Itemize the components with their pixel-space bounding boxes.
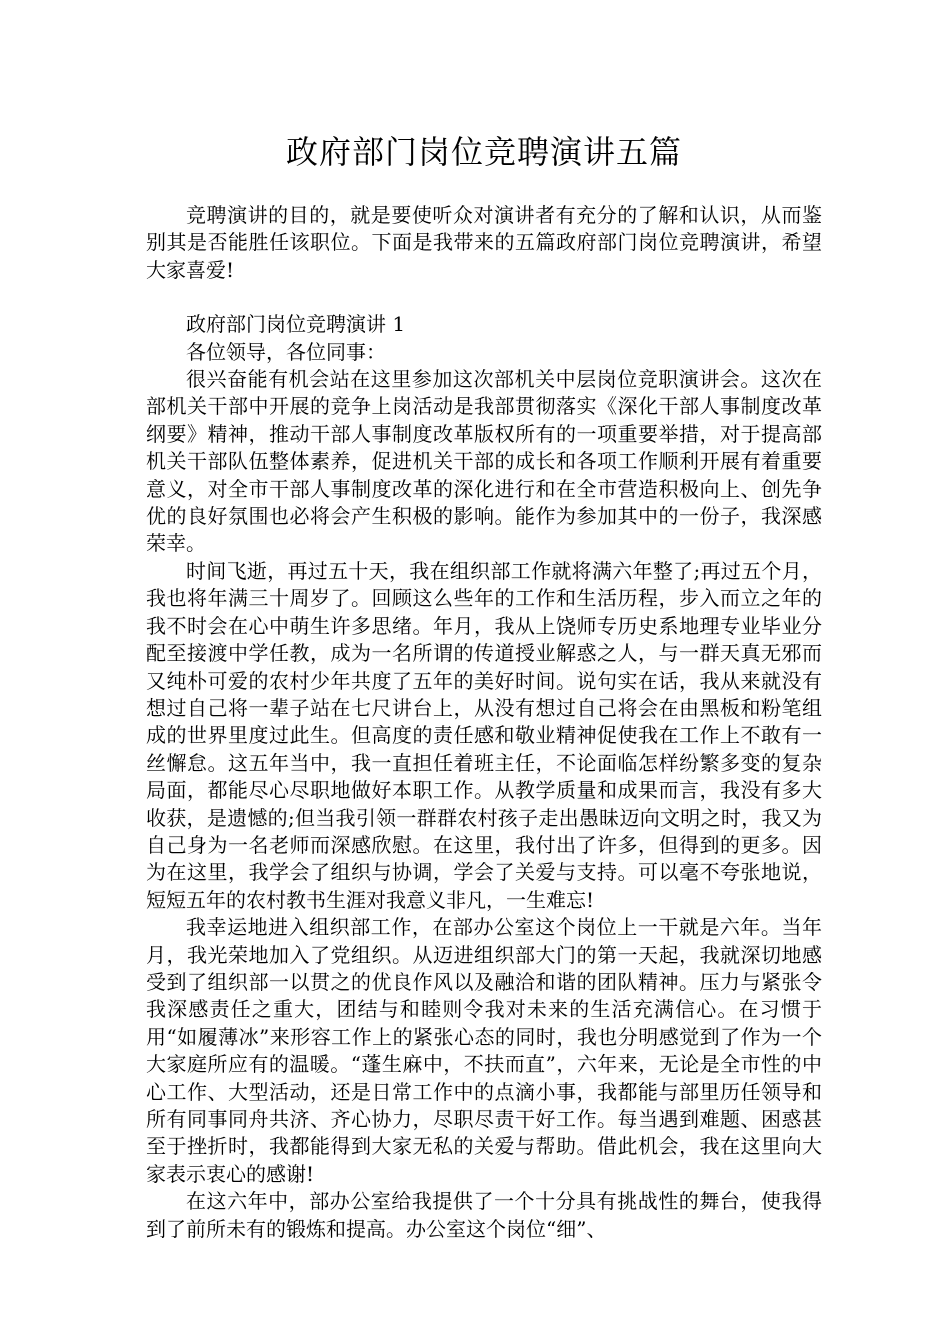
section-spacer xyxy=(146,284,822,311)
document-title: 政府部门岗位竞聘演讲五篇 xyxy=(285,133,682,171)
body-paragraph-3: 我幸运地进入组织部工作，在部办公室这个岗位上一干就是六年。当年月，我光荣地加入了党组织。从迈进组织部大门的第一天起，我就深切地感受到了组织部一以贯之的优良作风以及融洽和谐的团队精神。压力与紧张令我深感责任之重大，团结与和睦则令我对未来的生活充满信心。在习惯于用“如履薄冰”来形容工作上的紧张心态的同时，我也分明感觉到了作为一个大家庭所应有的温暖。“蓬生麻中，不扶而直”，六年来，无论是全市性的中心工作、大型活动，还是日常工作中的点滴小事，我都能与部里历任领导和所有同事同舟共济、齐心协力，尽职尽责干好工作。每当遇到难题、困惑甚至于挫折时，我都能得到大家无私的关爱与帮助。借此机会，我在这里向大家表示衷心的感谢! xyxy=(146,915,822,1186)
body-paragraph-1: 很兴奋能有机会站在这里参加这次部机关中层岗位竞职演讲会。这次在部机关干部中开展的竞争上岗活动是我部贯彻落实《深化干部人事制度改革纲要》精神，推动干部人事制度改革版权所有的一项重要举措，对于提高部机关干部队伍整体素养，促进机关干部的成长和各项工作顺利开展有着重要意义，对全市干部人事制度改革的深化进行和在全市营造积极向上、创先争优的良好氛围也必将会产生积极的影响。能作为参加其中的一份子，我深感荣幸。 xyxy=(146,367,822,556)
salutation: 各位领导，各位同事： xyxy=(186,339,386,364)
section-heading: 政府部门岗位竞聘演讲 1 xyxy=(186,312,406,337)
intro-paragraph: 竞聘演讲的目的，就是要使听众对演讲者有充分的了解和认识，从而鉴别其是否能胜任该职位。下面是我带来的五篇政府部门岗位竞聘演讲，希望大家喜爱! xyxy=(146,203,822,282)
document-page xyxy=(146,0,822,1243)
body-paragraph-4: 在这六年中，部办公室给我提供了一个十分具有挑战性的舞台，使我得到了前所未有的锻炼和提高。办公室这个岗位“细”、 xyxy=(146,1189,822,1241)
body-paragraph-2: 时间飞逝，再过五十天，我在组织部工作就将满六年整了;再过五个月，我也将年满三十周岁了。回顾这么些年的工作和生活历程，步入而立之年的我不时会在心中萌生许多思绪。年月，我从上饶师专历史系地理专业毕业分配至接渡中学任教，成为一名所谓的传道授业解惑之人，与一群天真无邪而又纯朴可爱的农村少年共度了五年的美好时间。说句实在话，我从来就没有想过自己将一辈子站在七尺讲台上，从没有想过自己将会在由黑板和粉笔组成的世界里度过此生。但高度的责任感和敬业精神促使我在工作上不敢有一丝懈怠。这五年当中，我一直担任着班主任，不论面临怎样纷繁多变的复杂局面，都能尽心尽职地做好本职工作。从教学质量和成果而言，我没有多大收获，是遗憾的;但当我引领一群群农村孩子走出愚昧迈向文明之时，我又为自己身为一名老师而深感欣慰。在这里，我付出了许多，但得到的更多。因为在这里，我学会了组织与协调，学会了关爱与支持。可以毫不夸张地说，短短五年的农村教书生涯对我意义非凡，一生难忘! xyxy=(146,558,822,912)
